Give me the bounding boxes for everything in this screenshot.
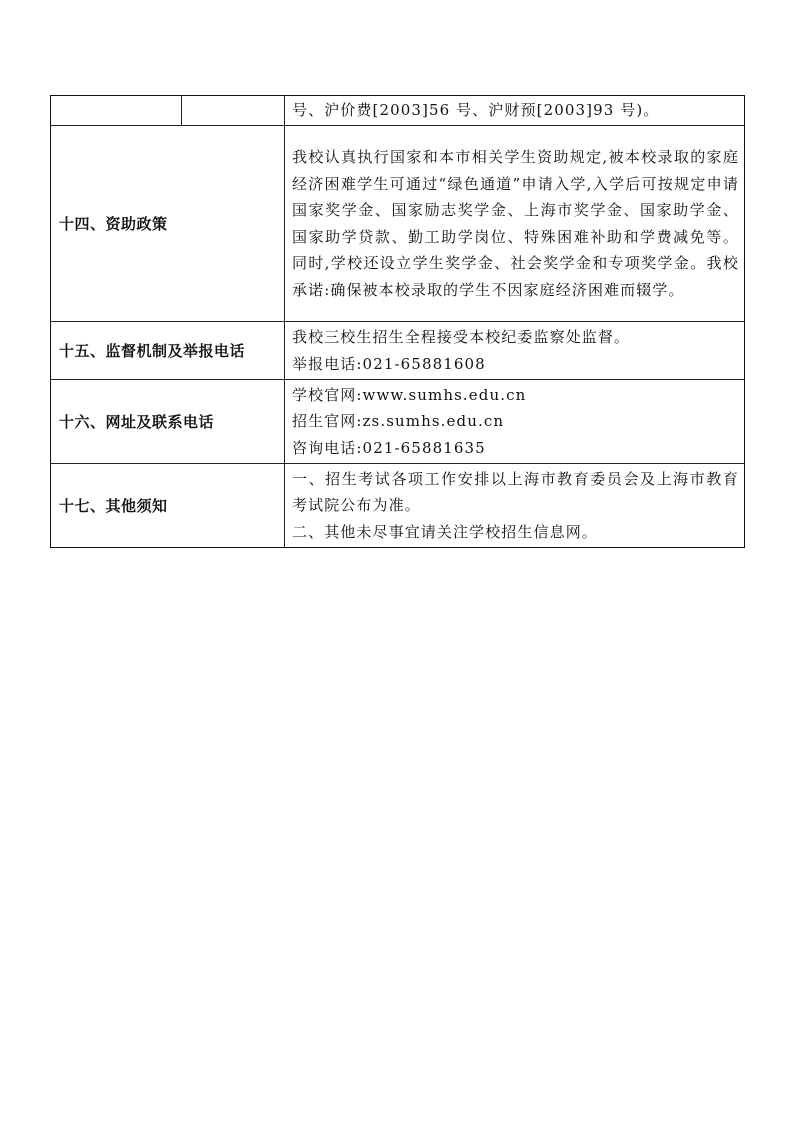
supervision-content (285, 322, 745, 380)
other-item-2: 二、其他未尽事宜请关注学校招生信息网。 (292, 522, 598, 541)
table-row-continuation (51, 96, 745, 126)
continuation-text: 号、沪价费[2003]56 号、沪财预[2003]93 号)。 (285, 96, 745, 126)
consult-phone: 咨询电话:021-65881635 (292, 438, 486, 457)
other-content (285, 464, 745, 548)
contact-content (285, 380, 745, 464)
financial-aid-text: 我校认真执行国家和本市相关学生资助规定,被本校录取的家庭经济困难学生可通过“绿色通道”申请入学,入学后可按规定申请国家奖学金、国家励志奖学金、上海市奖学金、国家助学金、国家助学贷款、勤工助学岗位、特殊困难补助和学费减免等。同时,学校还设立学生奖学金、社会奖学金和专项奖学金。我校承诺:确保被本校录取的学生不因家庭经济困难而辍学。 (285, 126, 745, 322)
report-phone: 举报电话:021-65881608 (292, 354, 486, 373)
supervision-statement: 我校三校生招生全程接受本校纪委监察处监督。 (292, 328, 631, 346)
empty-cell (182, 96, 285, 126)
table-row-financial-aid (51, 126, 745, 322)
empty-cell (51, 96, 182, 126)
contact-label: 十六、网址及联系电话 (51, 380, 285, 464)
table-row-supervision (51, 322, 745, 380)
other-item-1: 一、招生考试各项工作安排以上海市教育委员会及上海市教育考试院公布为准。 (292, 469, 739, 515)
school-website: 学校官网:www.sumhs.edu.cn (292, 385, 527, 404)
admission-policy-table (50, 95, 745, 548)
table-row-other (51, 464, 745, 548)
admission-website: 招生官网:zs.sumhs.edu.cn (292, 412, 505, 431)
other-label: 十七、其他须知 (51, 464, 285, 548)
financial-aid-label: 十四、资助政策 (51, 126, 285, 322)
supervision-label: 十五、监督机制及举报电话 (51, 322, 285, 380)
table-row-contact (51, 380, 745, 464)
